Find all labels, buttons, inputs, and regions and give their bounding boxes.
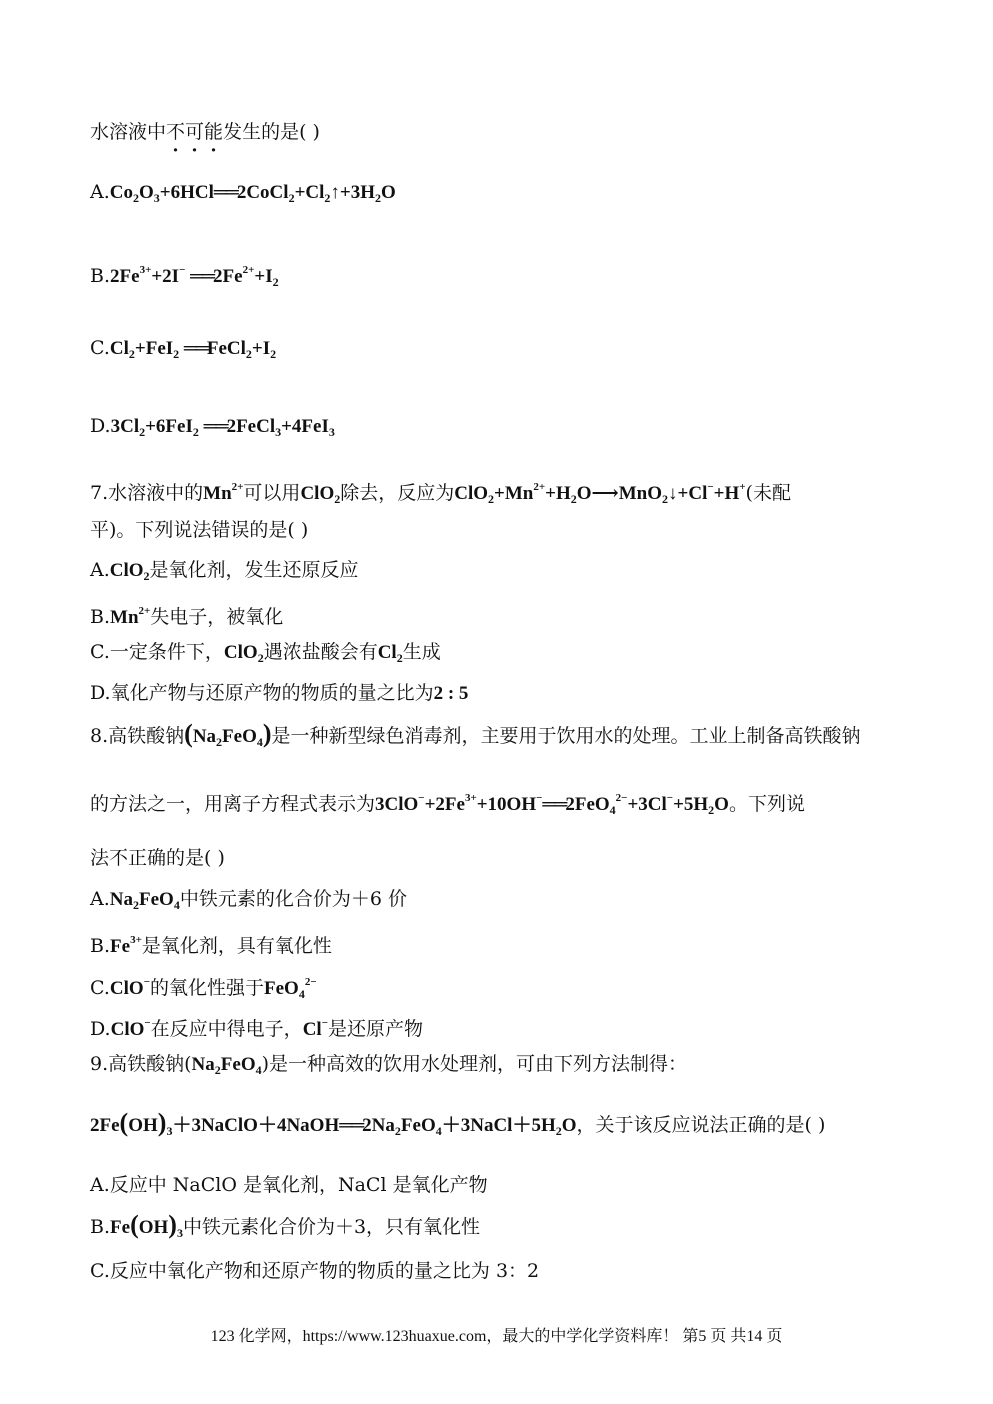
q9-equation: $2Fe(OH)_3+3NaClO+4NaOH══2Na_2FeO_4+3NaCl+5H_2O$ — [90, 1108, 577, 1138]
q8-stem-line1: 8.高铁酸钠$(Na_2FeO_4)$是一种新型绿色消毒剂，主要用于饮用水的处理。工业上制备高铁酸钠 — [90, 719, 861, 749]
q7-option-d: D.氧化产物与还原产物的物质的量之比为2 : 5 — [90, 682, 469, 704]
q7-stem-line1: 7.水溶液中的$Mn^{2+}$可以用ClO$_2$除去，反应为$ClO_2+Mn^{2+}+H_2O⟶MnO_2↓+Cl^-+H^+$(未配 — [90, 481, 791, 506]
q8-option-a: $A.Na_2FeO_4$中铁元素的化合价为＋6 价 — [90, 888, 407, 912]
q7-option-b: $B.Mn^{2+}$失电子，被氧化 — [90, 605, 284, 628]
q9-option-c: C.反应中氧化产物和还原产物的物质的量之比为 3：2 — [90, 1260, 540, 1282]
q8-equation: $3ClO^-+2Fe^{3+}+10OH^-══2FeO_4^{2-}+3Cl^-+5H_2O$ — [375, 792, 729, 817]
q9-stem-line2: $2Fe(OH)_3+3NaClO+4NaOH══2Na_2FeO_4+3NaCl+5H_2O$，关于该反应说法正确的是( ) — [90, 1108, 826, 1138]
q9-stem-line1: 9.高铁酸钠$(Na_2FeO_4)$是一种高效的饮用水处理剂，可由下列方法制得： — [90, 1053, 688, 1077]
q9-option-b: $B.Fe(OH)_3$中铁元素化合价为＋3，只有氧化性 — [90, 1210, 481, 1240]
q6-option-c: $C.Cl_2+FeI_2$ $══FeCl_2+I_2$ — [90, 337, 277, 361]
q7-equation: $ClO_2+Mn^{2+}+H_2O⟶MnO_2↓+Cl^-+H^+$ — [454, 481, 746, 506]
q6-d-formula: $3Cl_2+6FeI_2$ ══2FeCl$_3$+4FeI$_3$ — [110, 416, 335, 439]
q7-stem-line2: 平)。下列说法错误的是( ) — [90, 519, 309, 541]
q8-option-b: $B.Fe^{3+}$是氧化剂，具有氧化性 — [90, 934, 332, 957]
q6-b-formula: $2Fe^{3+}+2I^-$ $══2Fe^{2+}+I_2$ — [110, 264, 279, 289]
q6-option-a: $A.Co_2O_3+6HCl══2CoCl_2+Cl_2↑+3H_2O$ — [90, 181, 396, 205]
q6-stem: 水溶液中不可能发生的是( ) — [90, 121, 320, 143]
q7-option-c: C.一定条件下，ClO$_2$遇浓盐酸会有$Cl_2$生成 — [90, 641, 441, 665]
q6-option-b: $B.2Fe^{3+}+2I^-$ $══2Fe^{2+}+I_2$ — [90, 264, 279, 289]
q9-option-a: A.反应中 NaClO 是氧化剂，NaCl 是氧化产物 — [90, 1174, 488, 1196]
q6-emphasis: 不可能 — [166, 121, 224, 143]
q7-option-a: A.ClO$_2$是氧化剂，发生还原反应 — [90, 559, 359, 583]
q8-option-c: C.ClO−的氧化性强于FeO$_4^{2-}$ — [90, 976, 317, 1001]
q8-stem-line3: 法不正确的是( ) — [90, 847, 225, 869]
q6-a-formula: $Co_2O_3+6HCl══2CoCl_2+Cl_2↑+3H_2O$ — [109, 182, 396, 205]
q8-stem-line2: 的方法之一，用离子方程式表示为$3ClO^-+2Fe^{3+}+10OH^-══2FeO_4^{2-}+3Cl^-+5H_2O$。下列说 — [90, 792, 805, 817]
q8-option-d: D.ClO−在反应中得电子，Cl−是还原产物 — [90, 1017, 423, 1040]
q6-c-formula: $Cl_2+FeI_2$ $══FeCl_2+I_2$ — [109, 338, 277, 361]
q6-option-d: $D.3Cl_2+6FeI_2$ ══2FeCl$_3$+4FeI$_3$ — [90, 415, 335, 439]
page-footer: 123 化学网，https://www.123huaxue.com，最大的中学化学资料库！ 第5 页 共14 页 — [210, 1328, 783, 1345]
